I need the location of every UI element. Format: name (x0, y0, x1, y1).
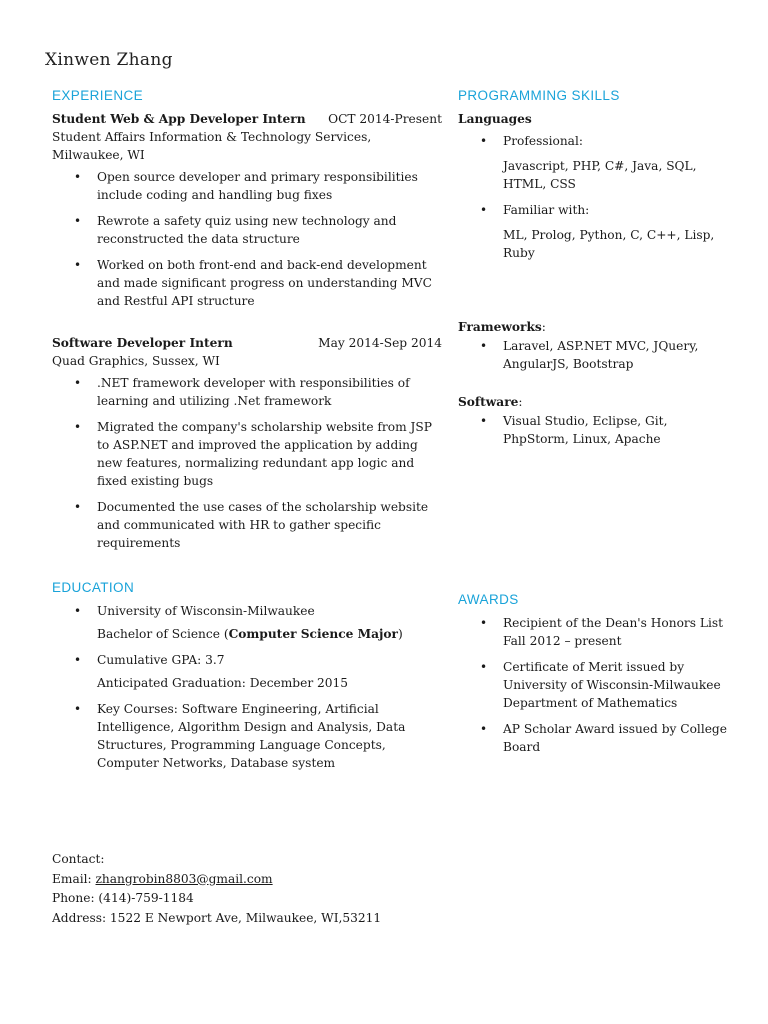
education-list (52, 602, 447, 620)
phone-line: Phone: (414)-759-1184 (52, 891, 194, 905)
job-location: Milwaukee, WI (52, 148, 145, 162)
professional-languages: Javascript, PHP, C#, Java, SQL, HTML, CSS (503, 159, 697, 191)
frameworks-item: • Laravel, ASP.NET MVC, JQuery, AngularJS, Bootstrap (503, 337, 733, 373)
languages-list (458, 132, 733, 150)
university-name: University of Wisconsin-Milwaukee (97, 604, 315, 618)
address-line: Address: 1522 E Newport Ave, Milwaukee, WI,53211 (52, 910, 382, 925)
email-line (52, 870, 472, 890)
contact-label: Contact: (52, 852, 105, 866)
job-header (52, 110, 447, 128)
award-item: • AP Scholar Award issued by College Board (503, 720, 733, 756)
candidate-name: Xinwen Zhang (45, 50, 173, 70)
education-section (52, 580, 447, 772)
gpa: Cumulative GPA: 3.7 (97, 653, 225, 667)
job-dates: May 2014-Sep 2014 (318, 336, 442, 350)
education-list (52, 700, 447, 772)
job-bullet: • Worked on both front-end and back-end development and made significant progress on understanding MVC and Restful API structure (97, 256, 447, 310)
software-label-text: Software (458, 395, 519, 409)
job-entry (52, 334, 447, 552)
job-bullet: • .NET framework developer with responsibilities of learning and utilizing .Net framework (97, 374, 447, 410)
job-bullet: • Open source developer and primary responsibilities include coding and handling bug fixes (97, 168, 447, 204)
job-bullets (52, 374, 447, 552)
education-item (97, 651, 447, 669)
job-organization: Student Affairs Information & Technology Services, (52, 130, 372, 144)
contact-section (52, 850, 472, 928)
degree-prefix: Bachelor of Science ( (97, 627, 229, 641)
job-bullet: • Migrated the company's scholarship website from JSP to ASP.NET and improved the application by adding new features, normalizing redundant app logic and fixed existing bugs (97, 418, 447, 490)
awards-heading: AWARDS (458, 592, 519, 607)
email-label: Email: (52, 871, 96, 886)
right-column (458, 88, 733, 754)
frameworks-label: Frameworks: (458, 320, 546, 334)
awards-list (458, 614, 733, 756)
award-item: • Certificate of Merit issued by University of Wisconsin-Milwaukee Department of Mathematics (503, 658, 733, 712)
degree-major: Computer Science Major (228, 627, 398, 641)
skill-category: • Familiar with: (503, 201, 733, 219)
frameworks-label-text: Frameworks (458, 320, 542, 334)
job-entry (52, 110, 447, 310)
degree-suffix: ) (397, 627, 403, 641)
job-title: Student Web & App Developer Intern (52, 112, 306, 126)
familiar-languages: ML, Prolog, Python, C, C++, Lisp, Ruby (503, 228, 715, 260)
software-block (458, 393, 733, 448)
email-link[interactable]: zhangrobin8803@gmail.com (95, 871, 273, 886)
languages-list (458, 201, 733, 219)
software-label: Software: (458, 395, 523, 409)
education-item (97, 602, 447, 620)
frameworks-list (458, 337, 733, 373)
job-bullets (52, 168, 447, 310)
awards-section (458, 592, 733, 764)
job-bullet: • Rewrote a safety quiz using new technology and reconstructed the data structure (97, 212, 447, 248)
job-header (52, 334, 447, 352)
education-list (52, 651, 447, 669)
education-item: • Key Courses: Software Engineering, Artificial Intelligence, Algorithm Design and Analysis, Data Structures, Programming Language Concepts, Computer Networks, Database system (97, 700, 447, 772)
degree-line (52, 625, 447, 643)
frameworks-block (458, 318, 733, 373)
software-item: • Visual Studio, Eclipse, Git, PhpStorm, Linux, Apache (503, 412, 733, 448)
skills-heading: PROGRAMMING SKILLS (458, 88, 620, 103)
job-organization: Quad Graphics, Sussex, WI (52, 354, 220, 368)
languages-label: Languages (458, 112, 532, 126)
experience-heading: EXPERIENCE (52, 88, 144, 103)
education-heading: EDUCATION (52, 580, 135, 595)
skill-category: • Professional: (503, 132, 733, 150)
job-title: Software Developer Intern (52, 336, 233, 350)
job-bullet: • Documented the use cases of the scholarship website and communicated with HR to gather specific requirements (97, 498, 447, 552)
award-item: • Recipient of the Dean's Honors List Fall 2012 – present (503, 614, 733, 650)
job-dates: OCT 2014-Present (328, 112, 442, 126)
software-list (458, 412, 733, 448)
left-column (52, 88, 447, 780)
graduation-line: Anticipated Graduation: December 2015 (97, 676, 349, 690)
